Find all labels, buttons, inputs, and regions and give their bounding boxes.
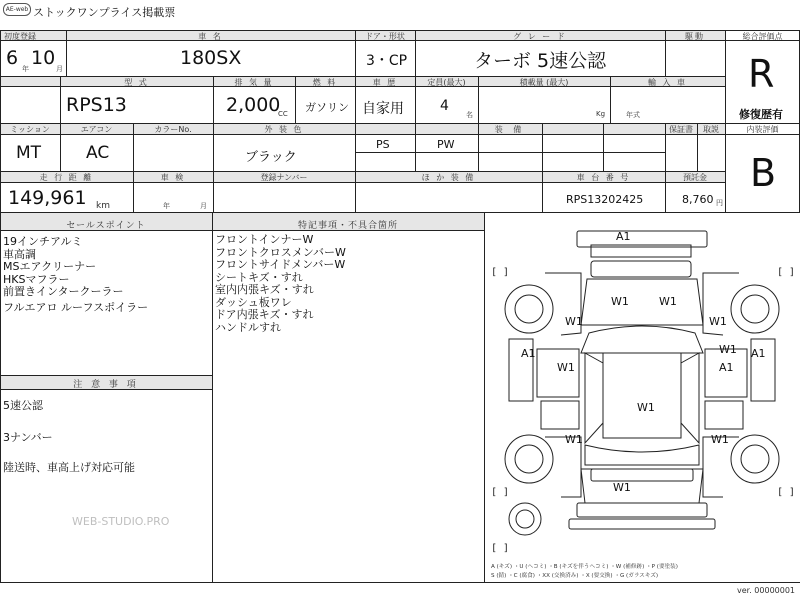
hood — [581, 279, 703, 325]
mark-a1-top: A1 — [616, 230, 631, 243]
bracket-br: [ ] — [777, 487, 796, 498]
sales-points-label: セールスポイント — [66, 221, 146, 231]
model-value: RPS13 — [66, 94, 127, 116]
first-reg-label: 初度登録 — [4, 32, 36, 41]
rear-bumper — [577, 503, 707, 517]
list-item: シートキズ・すれ — [215, 270, 303, 284]
list-item: ダッシュ板ワレ — [215, 295, 292, 309]
quarter-left — [545, 437, 581, 497]
fuel-value: ガソリン — [305, 101, 349, 114]
deposit-label: 預託金 — [683, 173, 707, 182]
unit-month: 月 — [56, 65, 63, 73]
roof — [603, 353, 681, 438]
mark-w1-fl-hood: W1 — [611, 295, 629, 308]
equip-ps: PS — [376, 138, 390, 151]
car-name-value: 180SX — [180, 47, 242, 69]
windshield — [581, 326, 703, 353]
exterior-color-label: 外 装 色 — [264, 125, 304, 134]
wheel-fl — [505, 285, 553, 333]
unit-persons: 名 — [466, 111, 473, 119]
warranty-label: 保証書 — [669, 125, 693, 134]
list-item: 前置きインタークーラー — [3, 285, 124, 298]
car-name-label: 車 名 — [198, 32, 223, 41]
mileage-label: 走 行 距 離 — [39, 173, 94, 182]
unit-year-2: 年 — [163, 202, 170, 210]
watermark: WEB-STUDIO.PRO — [72, 515, 170, 528]
list-item: ドア内張キズ・すれ — [215, 308, 314, 321]
front-panel — [591, 261, 691, 277]
color-no-label: カラーNo. — [154, 125, 192, 134]
unit-kg: Kg — [596, 110, 606, 118]
exterior-color-value: ブラック — [245, 150, 297, 165]
rear-door-right — [705, 401, 743, 429]
list-item: フロントクロスメンバーW — [215, 245, 346, 259]
mark-w1-rear-right: W1 — [711, 433, 729, 446]
overall-grade-value: R — [748, 52, 775, 96]
load-label: 積載量 (最大) — [519, 78, 569, 87]
bracket-tl: [ ] — [491, 267, 510, 278]
fuel-label: 燃 料 — [312, 78, 338, 87]
car-diagram — [485, 213, 799, 582]
mark-w1-center: W1 — [637, 401, 655, 414]
unit-cc: CC — [278, 110, 288, 118]
deposit-value: 8,760 — [682, 193, 714, 206]
mark-a1-left: A1 — [521, 347, 536, 360]
equipment-label: 装 備 — [494, 125, 526, 134]
list-item: フルエアロ ルーフスポイラー — [3, 300, 149, 314]
quarter-right — [703, 437, 739, 497]
interior-grade-value: B — [750, 151, 777, 195]
legend-line1: A (キズ) ・U (ヘコミ) ・B (キズを伴うヘコミ) ・W (補修跡) ・P (要塗装) — [491, 564, 678, 570]
list-item: 19インチアルミ — [3, 235, 83, 248]
mark-w1-r-fender: W1 — [709, 315, 727, 328]
wheel-fr — [731, 285, 779, 333]
grade-label: グ レ ー ド — [513, 32, 567, 41]
plate-label: 登録ナンバー — [260, 173, 308, 182]
unit-year: 年 — [22, 65, 29, 73]
other-equipment-label: ほ か 装 備 — [421, 173, 476, 182]
aircon-value: AC — [86, 143, 110, 163]
bracket-tr: [ ] — [777, 267, 796, 278]
unit-yen: 円 — [716, 199, 723, 207]
door-type-value: 3・CP — [366, 53, 408, 69]
mark-w1-left-door: W1 — [557, 361, 575, 374]
chassis-no-label: 車 台 番 号 — [576, 173, 631, 182]
first-reg-year: 6 — [6, 47, 19, 69]
history-value: 自家用 — [362, 101, 404, 117]
aircon-label: エアコン — [80, 125, 113, 134]
page-title: ストックワンプライス掲載票 — [33, 6, 176, 19]
capacity-label: 定員(最大) — [427, 78, 466, 87]
rear-window — [585, 445, 699, 465]
list-item: 5速公認 — [3, 399, 43, 412]
import-label: 輸 入 車 — [647, 78, 688, 87]
notes-label: 特記事項・不具合箇所 — [297, 221, 398, 231]
overall-grade-note: 修復歴有 — [739, 108, 783, 121]
mission-label: ミッション — [10, 125, 50, 134]
grade-value: ターボ 5速公認 — [474, 50, 607, 72]
history-label: 車 歴 — [372, 78, 398, 87]
version-label: ver. 00000001 — [737, 586, 796, 595]
spare-wheel — [509, 503, 541, 535]
caution-label: 注 意 事 項 — [73, 380, 139, 390]
model-label: 型 式 — [124, 78, 149, 87]
a-pillar-left — [585, 353, 603, 443]
list-item: 室内内張キズ・すれ — [215, 283, 314, 296]
displacement-label: 排 気 量 — [234, 78, 274, 87]
list-item: フロントサイドメンバーW — [215, 258, 346, 271]
sales-points-list — [3, 236, 148, 314]
list-item: 3ナンバー — [3, 431, 53, 444]
manual-label: 取説 — [703, 125, 719, 134]
trunk — [581, 469, 703, 503]
unit-model-year: 年式 — [626, 111, 640, 119]
unit-month-2: 月 — [200, 202, 207, 210]
legend-line2: S (錆) ・C (腐食) ・XX (交換済み) ・X (要交換) ・G (ガラスキズ) — [491, 573, 659, 579]
mark-w1-rear-left: W1 — [565, 433, 583, 446]
drive-label: 駆動 — [685, 32, 705, 41]
door-type-label: ドア・形状 — [365, 32, 405, 41]
mark-w1-fr-hood: W1 — [659, 295, 677, 308]
displacement-value: 2,000 — [226, 94, 281, 116]
bracket-bl: [ ] — [491, 487, 510, 498]
a-pillar-right — [681, 353, 699, 443]
first-reg-month: 10 — [31, 47, 56, 69]
mark-w1-rear: W1 — [613, 481, 631, 494]
logo: AE-web — [3, 3, 31, 16]
list-item: MSエアクリーナー — [3, 260, 97, 273]
mark-a1-right-inner: A1 — [719, 361, 734, 374]
list-item: 車高調 — [3, 247, 36, 261]
list-item: フロントインナーW — [215, 233, 314, 246]
interior-grade-label: 内装評価 — [746, 125, 779, 134]
mark-w1-l-fender: W1 — [565, 315, 583, 328]
mileage-value: 149,961 — [8, 187, 87, 209]
mission-value: MT — [16, 143, 42, 163]
unit-km: km — [96, 201, 110, 211]
wheel-rr — [731, 435, 779, 483]
capacity-value: 4 — [440, 98, 449, 114]
mark-w1-right-door: W1 — [719, 343, 737, 356]
list-item: 陸送時、車高上げ対応可能 — [3, 461, 135, 474]
rear-door-left — [541, 401, 579, 429]
wheel-rl — [505, 435, 553, 483]
list-item: ハンドルすれ — [215, 320, 281, 334]
overall-grade-label: 総合評価点 — [742, 32, 783, 41]
bracket-spare: [ ] — [491, 543, 510, 554]
equip-pw: PW — [437, 138, 455, 151]
list-item: HKSマフラー — [3, 272, 70, 286]
mark-a1-right: A1 — [751, 347, 766, 360]
inspection-label: 車 検 — [160, 173, 186, 182]
notes-list — [215, 234, 346, 334]
chassis-no-value: RPS13202425 — [566, 193, 644, 206]
